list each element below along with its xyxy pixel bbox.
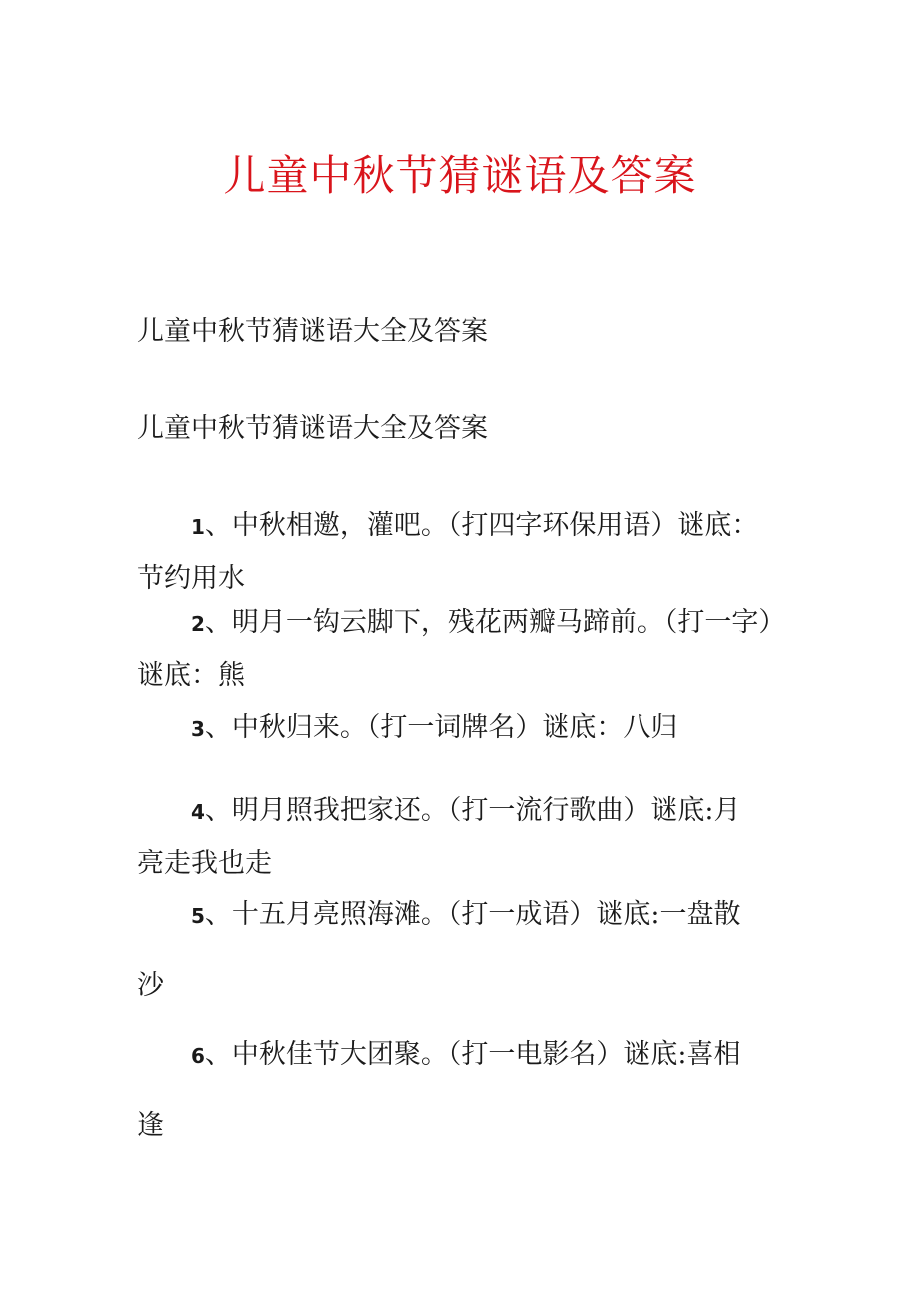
document-title: 儿童中秋节猜谜语及答案 [223, 151, 697, 200]
riddle-question [137, 1037, 787, 1074]
riddle-number: 6 [191, 1044, 205, 1068]
riddle-continuation: 谜底：熊 [137, 660, 245, 691]
riddle-number: 5 [191, 904, 205, 928]
riddle-item [137, 1037, 787, 1144]
riddle-item [137, 793, 787, 882]
riddle-number: 4 [191, 800, 205, 824]
riddle-number: 2 [191, 612, 205, 636]
riddle-continuation: 逢 [137, 1110, 164, 1141]
riddle-question [137, 793, 787, 830]
riddle-text: 、中秋佳节大团聚。（打一电影名）谜底:喜相 [204, 1039, 741, 1070]
riddle-text: 、中秋归来。（打一词牌名）谜底：八归 [204, 712, 678, 743]
riddle-text: 、十五月亮照海滩。（打一成语）谜底:一盘散 [204, 899, 741, 930]
riddle-number: 1 [191, 515, 205, 539]
section-heading: 儿童中秋节猜谜语大全及答案 [137, 316, 488, 347]
riddle-text: 、中秋相邀，灌吧。（打四字环保用语）谜底： [204, 510, 759, 541]
riddle-continuation: 沙 [137, 970, 164, 1001]
section-heading-repeat: 儿童中秋节猜谜语大全及答案 [137, 413, 488, 444]
riddle-question [137, 897, 787, 934]
riddle-question [137, 605, 787, 642]
riddle-text: 、明月一钩云脚下，残花两瓣马蹄前。（打一字） [204, 607, 786, 638]
riddle-item [137, 710, 787, 747]
riddle-continuation: 亮走我也走 [137, 848, 272, 879]
riddle-question [137, 508, 787, 545]
riddle-item [137, 508, 787, 597]
riddle-item [137, 897, 787, 1004]
riddle-question [137, 710, 787, 747]
riddle-number: 3 [191, 717, 205, 741]
riddle-item [137, 605, 787, 694]
riddle-continuation: 节约用水 [137, 563, 245, 594]
riddle-text: 、明月照我把家还。（打一流行歌曲）谜底:月 [204, 795, 741, 826]
